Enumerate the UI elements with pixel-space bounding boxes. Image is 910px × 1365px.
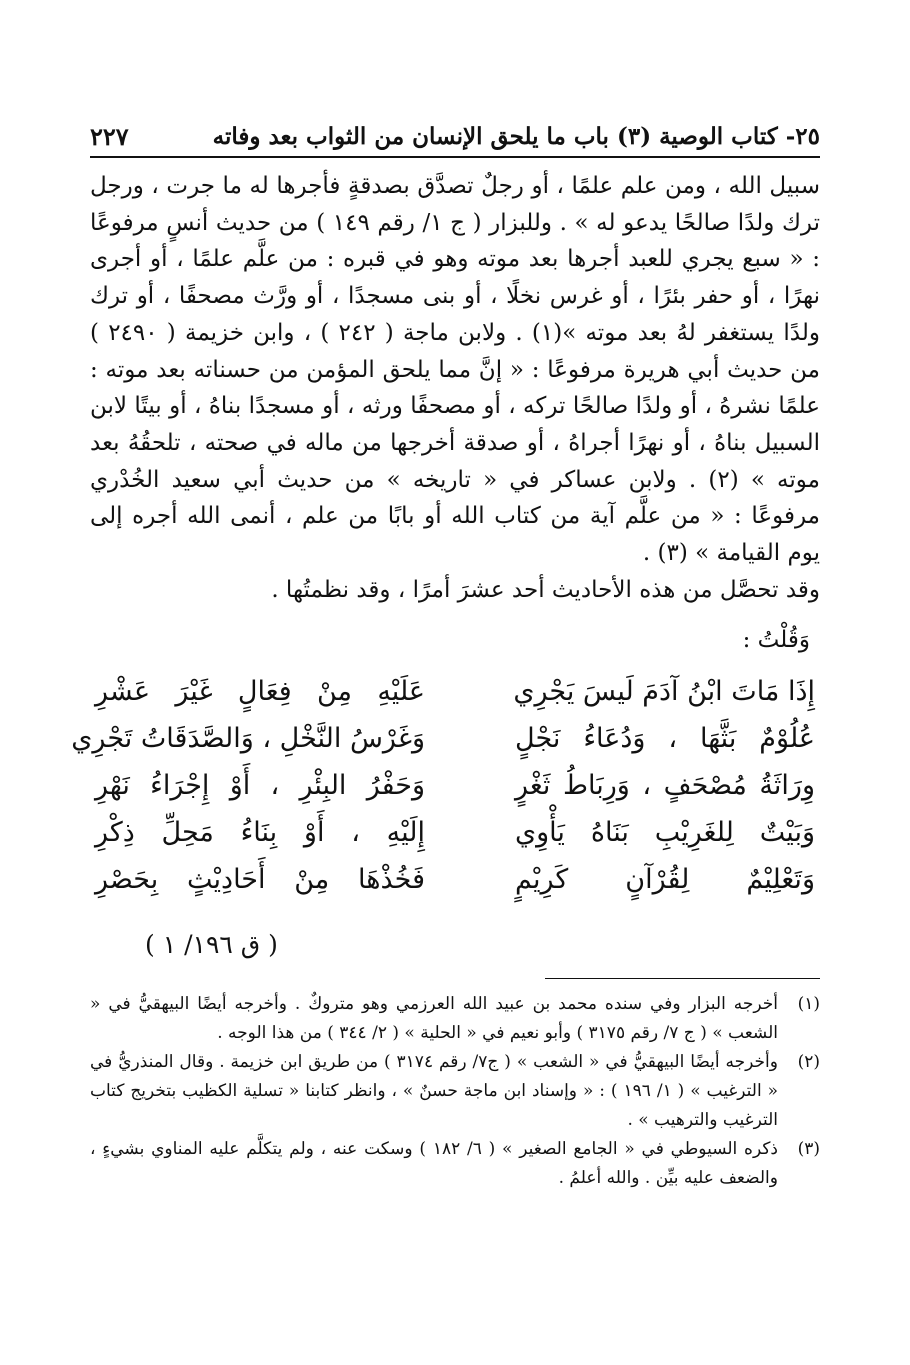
verse-second-hemistich: إِلَيْهِ ، أَوْ بِنَاءُ مَحِلِّ ذِكْرِ bbox=[95, 817, 425, 848]
page-header bbox=[90, 112, 820, 158]
poem-intro: وَقُلْتُ : bbox=[742, 627, 810, 653]
verse-first-hemistich: وَبَيْتٌ لِلغَرِيْبِ بَنَاهُ يَأْوِي bbox=[515, 817, 815, 848]
footnote-number: (٢) bbox=[797, 1052, 820, 1072]
verse-first-hemistich: إِذَا مَاتَ ابْنُ آدَمَ لَيسَ يَجْرِي bbox=[513, 676, 815, 707]
running-title: ٢٥- كتاب الوصية (٣) باب ما يلحق الإنسان من الثواب بعد وفاته bbox=[212, 123, 820, 150]
footnote-text: أخرجه البزار وفي سنده محمد بن عبيد الله العرزمي وهو متروكٌ . وأخرجه أيضًا البيهقيُّ في « الشعب » ( ج ٧/ رقم ٣١٧٥ ) وأبو نعيم في « الحلية » ( ٢/ ٣٤٤ ) من هذا الوجه . bbox=[90, 994, 778, 1043]
verse bbox=[95, 668, 815, 715]
hadith-paragraph: سبيل الله ، ومن علم علمًا ، أو رجلٌ تصدَّق بصدقةٍ فأجرها له ما جرت ، ورجل ترك ولدًا صالحًا يدعو له » . وللبزار ( ج ١/ رقم ١٤٩ ) من حديث أنسٍ مرفوعًا : « سبع يجري للعبد أجرها بعد موته وهو في قبره : من علَّم علمًا ، أو أجرى نهرًا ، أو حفر بئرًا ، أو غرس نخلًا ، أو بنى مسجدًا ، أو ورَّث مصحفًا ، أو ترك ولدًا يستغفر لهُ بعد موته »(١) . ولابن ماجة ( ٢٤٢ ) ، وابن خزيمة ( ٢٤٩٠ ) من حديث أبي هريرة مرفوعًا : « إنَّ مما يلحق المؤمن من حسناته بعد موته : علمًا نشرهُ ، أو ولدًا صالحًا تركه ، أو مصحفًا ورثه ، أو مسجدًا بناهُ ، أو بيتًا لابن السبيل بناهُ ، أو نهرًا أجراهُ ، أو صدقة أخرجها من ماله في صحته ، تلحقُهُ بعد موته » (٢) . ولابن عساكر في « تاريخه » من حديث أبي سعيد الخُدْري مرفوعًا : « من علَّم آية من كتاب الله أو بابًا من علم ، أنمى الله أجره إلى يوم القيامة » (٣) . bbox=[90, 173, 820, 567]
footnote bbox=[90, 1048, 820, 1135]
verse bbox=[71, 715, 815, 762]
verse-second-hemistich: وَغَرْسُ النَّخْلِ ، وَالصَّدَقَاتُ تَجْرِي bbox=[71, 723, 425, 754]
footnote-text: ذكره السيوطي في « الجامع الصغير » ( ٦/ ١٨٢ ) وسكت عنه ، ولم يتكلَّم عليه المناوي بشيءٍ ، والضعف عليه بيِّن . والله أعلمُ . bbox=[90, 1139, 778, 1188]
verse bbox=[95, 856, 815, 903]
verse bbox=[95, 762, 815, 809]
page-number: ٢٢٧ bbox=[90, 122, 129, 151]
closing-line: وقد تحصَّل من هذه الأحاديث أحد عشرَ أمرًا ، وقد نظمتُها . bbox=[271, 576, 820, 603]
footnote-number: (٣) bbox=[797, 1139, 820, 1159]
verse bbox=[95, 809, 815, 856]
footnote bbox=[90, 990, 820, 1048]
verse-second-hemistich: وَحَفْرُ البِئْرِ ، أَوْ إِجْرَاءُ نَهْرِ bbox=[95, 770, 425, 801]
main-text bbox=[90, 168, 820, 608]
footnote-divider bbox=[545, 978, 820, 979]
footnote-number: (١) bbox=[797, 994, 820, 1014]
verse-second-hemistich: عَلَيْهِ مِنْ فِعَالٍ غَيْرَ عَشْرِ bbox=[95, 676, 425, 707]
verse-second-hemistich: فَخُذْهَا مِنْ أَحَادِيْثٍ بِحَصْرِ bbox=[95, 864, 425, 895]
poem bbox=[71, 668, 815, 903]
footnote bbox=[90, 1135, 820, 1193]
verse-first-hemistich: وَتَعْلِيْمٌ لِقُرْآنٍ كَرِيْمٍ bbox=[515, 864, 815, 895]
verse-first-hemistich: وِرَاثَةُ مُصْحَفٍ ، وَرِبَاطُ ثَغْرٍ bbox=[515, 770, 815, 801]
manuscript-reference: ( ق ١٩٦/ ١ ) bbox=[145, 930, 278, 959]
footnotes bbox=[90, 990, 820, 1193]
footnote-text: وأخرجه أيضًا البيهقيُّ في « الشعب » ( ج٧/ رقم ٣١٧٤ ) من طريق ابن خزيمة . وقال المنذريُّ في « الترغيب » ( ١/ ١٩٦ ) : « وإسناد ابن ماجة حسنٌ » ، وانظر كتابنا « تسلية الكظيب بتخريج كتاب الترغيب والترهيب » . bbox=[90, 1052, 778, 1130]
verse-first-hemistich: عُلُوْمٌ بَثَّهَا ، وَدُعَاءُ نَجْلٍ bbox=[515, 723, 815, 754]
